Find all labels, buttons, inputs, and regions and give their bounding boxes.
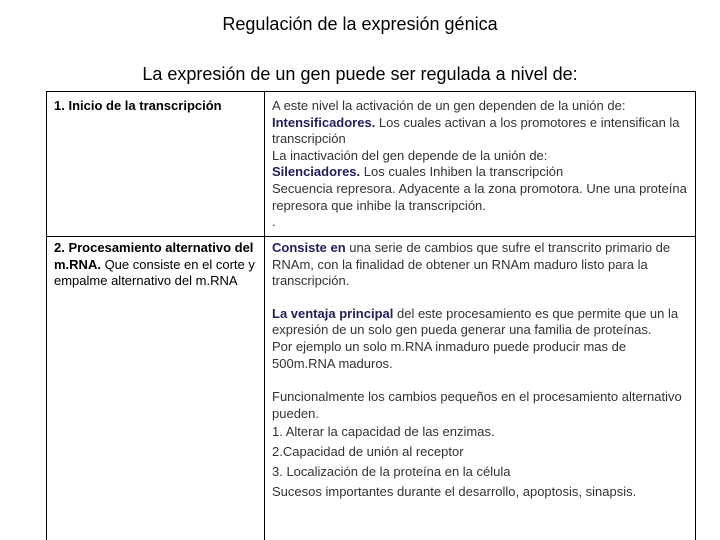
content-table [46, 91, 696, 540]
row1-para3: Secuencia represora. Adyacente a la zona promotora. Une una proteína represora que inhibe la transcripción. [272, 180, 687, 213]
row-divider [47, 236, 695, 237]
row2-list-item-1: 1. Alterar la capacidad de las enzimas. [272, 424, 495, 440]
row1-para1b-wrap [272, 115, 692, 148]
row2-para1-wrap [272, 240, 692, 290]
row1-heading-cell [54, 98, 259, 115]
row2-para2: del este procesamiento es que permite que un la expresión de un solo gen pueda generar una familia de proteínas. [272, 305, 679, 338]
row1-para2b-wrap [272, 164, 692, 181]
spacer [272, 372, 692, 389]
row2-para4: Funcionalmente los cambios pequeños en el procesamiento alternativo pueden. [272, 389, 682, 421]
row1-para4: . [272, 214, 276, 230]
column-divider [264, 92, 265, 540]
row1-heading: 1. Inicio de la transcripción [54, 98, 222, 113]
row1-para1: A este nivel la activación de un gen dependen de la unión de: [272, 98, 626, 113]
row2-heading: 2. Procesamiento alternativo del m.RNA. [54, 240, 254, 272]
page-subtitle: La expresión de un gen puede ser regulada a nivel de: [142, 64, 578, 84]
keyword-silenciadores: Silenciadores. [272, 164, 361, 180]
spacer [272, 290, 692, 306]
row2-list-item-4: Sucesos importantes durante el desarrollo, apoptosis, sinapsis. [272, 484, 637, 500]
keyword-ventaja-principal: La ventaja principal [272, 305, 394, 321]
row2-heading-cell [54, 240, 259, 290]
row1-para2: La inactivación del gen depende de la unión de: [272, 147, 548, 163]
row2-list-item-3: 3. Localización de la proteína en la célula [272, 464, 511, 480]
row1-para1b: Los cuales activan a los promotores e intensifican la transcripción [272, 114, 680, 147]
keyword-intensificadores: Intensificadores. [272, 114, 376, 130]
row2-list-item-2: 2.Capacidad de unión al receptor [272, 444, 464, 460]
row1-para2b: Los cuales Inhiben la transcripción [360, 164, 564, 180]
page-title: Regulación de la expresión génica [222, 14, 498, 34]
keyword-consiste-en: Consiste en [272, 240, 346, 255]
row2-para3: Por ejemplo un solo m.RNA inmaduro puede producir mas de 500m.RNA maduros. [272, 338, 627, 371]
row2-para2-wrap [272, 306, 692, 339]
row2-para1: una serie de cambios que sufre el transcrito primario de RNAm, con la finalidad de obtener un RNAm maduro listo para la transcripción. [272, 240, 671, 289]
row2-heading-text: Que consiste en el corte y empalme alternativo del m.RNA [54, 256, 255, 289]
row1-description-cell [272, 98, 692, 231]
row2-description-cell [272, 240, 692, 502]
